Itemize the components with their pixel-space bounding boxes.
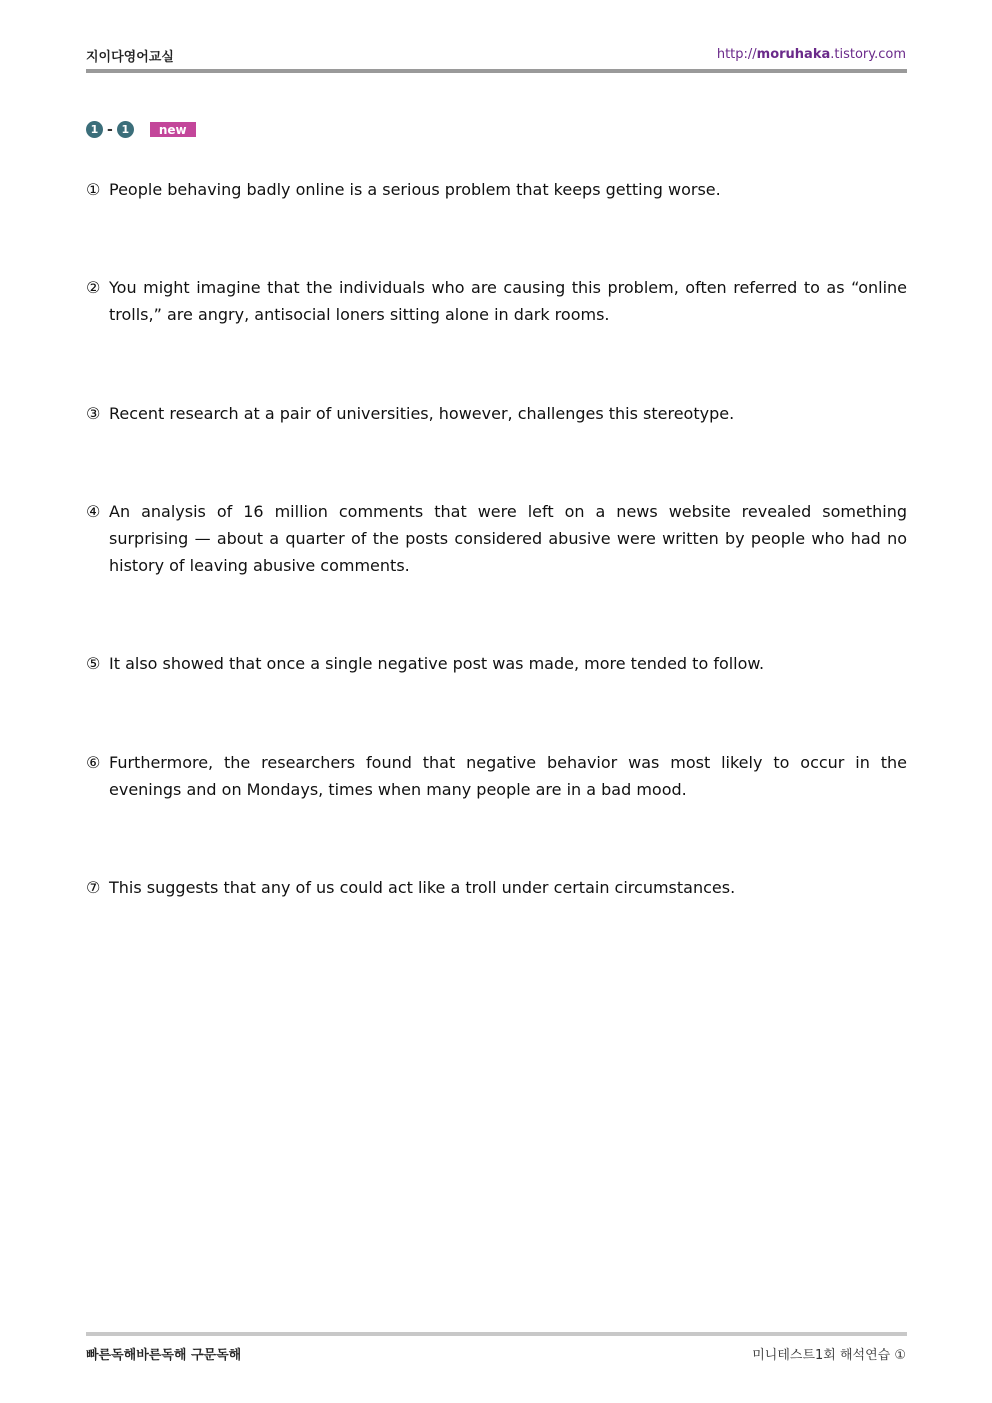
footer-divider [86,1332,907,1336]
sentence-text: You might imagine that the individuals who are causing this problem, often referred to as “online trolls,” are angry, antisocial loners sitting alone in dark rooms. [109,278,907,324]
sentence-text: Furthermore, the researchers found that negative behavior was most likely to occur in the evenings and on Mondays, times when many people are in a bad mood. [109,753,907,799]
sentence-number: ⑦ [86,878,101,897]
sentence-text: This suggests that any of us could act like a troll under certain circumstances. [109,878,736,897]
url-prefix: http:// [716,47,757,62]
sentence-number: ⑤ [86,654,101,673]
header-title: 지이다영어교실 [86,50,174,65]
sentence-number: ② [86,278,101,297]
sentence-number: ③ [86,404,101,423]
section-separator: - [107,121,113,138]
sentence-item [86,498,907,579]
section-number-b: 1 [117,121,134,138]
sentence-text: An analysis of 16 million comments that were left on a news website revealed something surprising — about a quarter of the posts considered abusive were written by people who had no history of leaving abusive comments. [109,502,907,575]
sentence-number: ⑥ [86,753,101,772]
sentence-item [86,874,907,901]
sentence-item [86,176,907,203]
sentence-text: Recent research at a pair of universities, however, challenges this stereotype. [109,404,735,423]
url-suffix: .tistory.com [830,47,906,62]
sentence-item [86,400,907,427]
url-bold: moruhaka [756,47,831,62]
footer-test-title: 미니테스트1회 해석연습 ① [752,1348,906,1363]
sentence-number: ④ [86,502,101,521]
sentence-text: People behaving badly online is a serious problem that keeps getting worse. [109,180,721,199]
new-badge: new [150,122,196,137]
header-url[interactable] [717,47,906,62]
sentence-item [86,274,907,328]
footer-book-title: 빠른독해바른독해 구문독해 [86,1348,242,1363]
sentence-number: ① [86,180,101,199]
section-marker [86,121,196,138]
header-divider [86,69,907,73]
sentence-item [86,650,907,677]
sentence-item [86,749,907,803]
sentence-text: It also showed that once a single negative post was made, more tended to follow. [109,654,765,673]
section-number-a: 1 [86,121,103,138]
